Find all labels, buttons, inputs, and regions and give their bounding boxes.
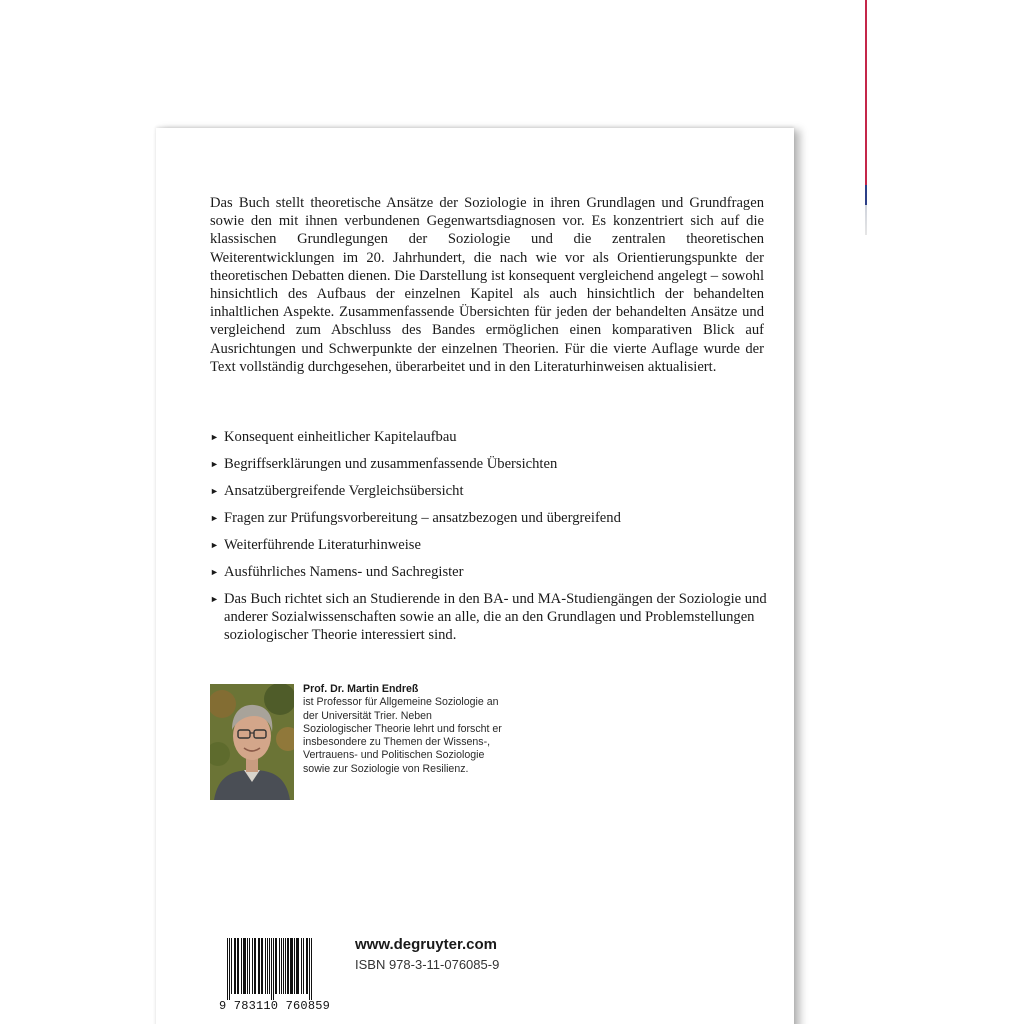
- author-name: Prof. Dr. Martin Endreß: [303, 683, 419, 695]
- barcode-bar: [279, 938, 280, 994]
- barcode-bar: [281, 938, 282, 994]
- barcode-digits: 9 783110 760859: [219, 999, 331, 1013]
- book-back-cover: [156, 128, 794, 1024]
- barcode-bar: [231, 938, 232, 994]
- feature-text: Konsequent einheitlicher Kapitelaufbau: [224, 429, 457, 445]
- list-item: [210, 428, 770, 446]
- barcode-bar: [294, 938, 295, 994]
- feature-text: Fragen zur Prüfungsvorbereitung – ansatzbezogen und übergreifend: [224, 510, 621, 526]
- barcode-bar: [285, 938, 286, 994]
- barcode-bar: [309, 938, 310, 1000]
- barcode-bar: [283, 938, 284, 994]
- triangle-bullet-icon: ►: [210, 432, 219, 442]
- isbn-barcode: [219, 938, 335, 1020]
- triangle-bullet-icon: ►: [210, 486, 219, 496]
- author-photo: [210, 684, 294, 800]
- barcode-bar: [287, 938, 289, 994]
- feature-text: Begriffserklärungen und zusammenfassende Übersichten: [224, 456, 558, 472]
- barcode-bar: [258, 938, 260, 994]
- feature-text: Weiterführende Literaturhinweise: [224, 537, 421, 553]
- barcode-bar: [306, 938, 308, 994]
- barcode-bars: [219, 938, 335, 1000]
- triangle-bullet-icon: ►: [210, 540, 219, 550]
- feature-text: Ansatzübergreifende Vergleichsübersicht: [224, 483, 464, 499]
- barcode-bar: [275, 938, 277, 994]
- list-item: [210, 482, 770, 500]
- triangle-bullet-icon: ►: [210, 594, 219, 604]
- barcode-bar: [273, 938, 274, 1000]
- feature-text: Das Buch richtet sich an Studierende in den BA- und MA-Studiengängen der Soziologie und anderer Sozialwissenschaften sowie an alle, die an den Grundlagen und Problemstellungen soziologischer Theorie interessiert sind.: [224, 591, 767, 644]
- barcode-bar: [237, 938, 239, 994]
- barcode-bar: [303, 938, 304, 994]
- barcode-bar: [229, 938, 230, 1000]
- list-item: [210, 563, 770, 581]
- barcode-bar: [247, 938, 248, 994]
- isbn-number: ISBN 978-3-11-076085-9: [355, 957, 500, 972]
- barcode-bar: [252, 938, 253, 994]
- barcode-bar: [269, 938, 270, 994]
- list-item: [210, 590, 770, 645]
- triangle-bullet-icon: ►: [210, 513, 219, 523]
- barcode-bar: [234, 938, 236, 994]
- feature-text: Ausführliches Namens- und Sachregister: [224, 564, 464, 580]
- author-bio: ist Professor für Allgemeine Soziologie an der Universität Trier. Neben Soziologischer Theorie lehrt und forscht er insbesondere zu Themen der Wissens-, Vertrauens- und Politischen Soziologie sowie zur Soziologie von Resilienz.: [303, 696, 502, 775]
- author-bio-block: [303, 683, 503, 776]
- barcode-bar: [241, 938, 242, 994]
- barcode-bar: [254, 938, 256, 994]
- barcode-bar: [227, 938, 228, 1000]
- spine-accent-line: [865, 0, 867, 235]
- barcode-bar: [296, 938, 299, 994]
- list-item: [210, 455, 770, 473]
- feature-list: [210, 428, 770, 653]
- publisher-url[interactable]: www.degruyter.com: [355, 936, 497, 953]
- list-item: [210, 509, 770, 527]
- barcode-bar: [261, 938, 263, 994]
- triangle-bullet-icon: ►: [210, 459, 219, 469]
- barcode-bar: [267, 938, 268, 994]
- list-item: [210, 536, 770, 554]
- barcode-bar: [311, 938, 312, 1000]
- barcode-bar: [249, 938, 250, 994]
- barcode-bar: [265, 938, 266, 994]
- barcode-bar: [301, 938, 302, 994]
- barcode-bar: [271, 938, 272, 1000]
- portrait-image: [210, 684, 294, 800]
- book-blurb: Das Buch stellt theoretische Ansätze der Soziologie in ihren Grundlagen und Grundfragen sowie den mit ihnen verbundenen Gegenwartsdiagnosen vor. Es konzentriert sich auf die klassischen Grundlegungen der Soziologie und die zentralen theoretischen Weiterentwicklungen im 20. Jahrhundert, die nach wie vor als Orientierungspunkte der theoretischen Debatten dienen. Die Darstellung ist konsequent vergleichend angelegt – sowohl hinsichtlich des Aufbaus der einzelnen Kapitel als auch hinsichtlich der behandelten inhaltlichen Aspekte. Zusammenfassende Übersichten für jeden der behandelten Ansätze und vergleichend zum Abschluss des Bandes ermöglichen einen komparativen Blick auf Ausrichtungen und Schwerpunkte der einzelnen Theorien. Für die vierte Auflage wurde der Text vollständig durchgesehen, überarbeitet und in den Literaturhinweisen aktualisiert.: [210, 195, 764, 375]
- triangle-bullet-icon: ►: [210, 567, 219, 577]
- barcode-bar: [290, 938, 293, 994]
- barcode-bar: [243, 938, 246, 994]
